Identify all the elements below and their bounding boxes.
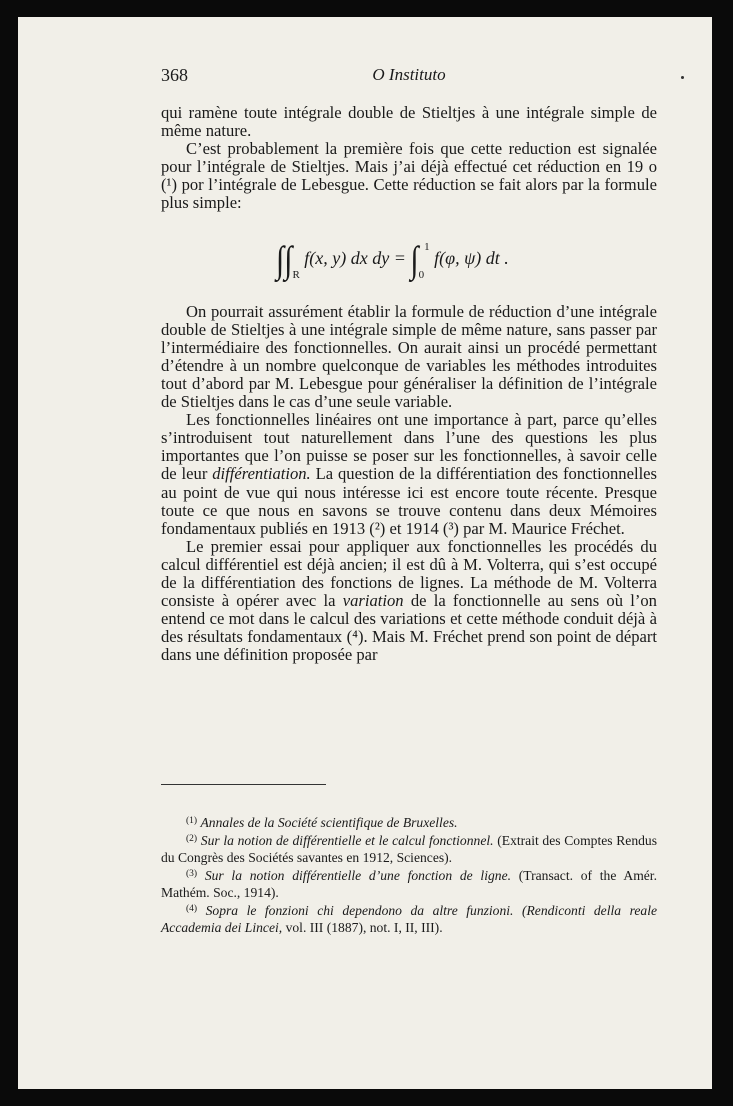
footnotes — [161, 813, 657, 936]
footnote-3-title: Sur la notion différentielle d’une fonction de ligne. — [204, 868, 512, 883]
page-number: 368 — [161, 65, 188, 85]
paragraph-4-emphasis: différentiation. — [212, 464, 311, 484]
running-title: O Instituto — [372, 65, 446, 84]
integral-formula — [161, 234, 657, 281]
footnote-3 — [161, 866, 657, 901]
double-integral-sign-2: ∫ — [284, 239, 293, 281]
formula-equals: = — [393, 247, 406, 268]
footnote-2 — [161, 831, 657, 866]
paragraph-4 — [161, 411, 657, 538]
formula-lower-limit: 0 — [418, 268, 425, 281]
formula-rhs: f(φ, ψ) dt . — [434, 247, 509, 268]
footnote-2-mark: (2) — [186, 834, 198, 844]
footnote-1 — [161, 813, 657, 831]
integral-sign: ∫ — [410, 239, 419, 281]
paragraph-5 — [161, 538, 657, 665]
paragraph-2: C’est probablement la première fois que cette reduction est signalée pour l’intégrale de Stieltjes. Mais j’ai déjà effectué cet réduction en 19 o (¹) por l’intégrale de Lebesgue. Cette réduction se fait alors par la formule plus simple: — [161, 139, 657, 213]
footnote-3-mark: (3) — [186, 869, 198, 879]
paragraph-1: qui ramène toute intégrale double de Stieltjes à une intégrale simple de même nature. — [161, 103, 657, 141]
page-header — [161, 65, 657, 89]
formula-region-sub: R — [292, 268, 300, 281]
footnote-1-title: Annales de la Société scientifique de Bruxelles. — [200, 815, 458, 830]
scanned-page — [18, 17, 712, 1089]
double-integral-sign-1: ∫ — [276, 239, 285, 281]
formula-lhs: f(x, y) dx dy — [304, 247, 390, 268]
paragraph-4-part-b: La question de la différentiation des fonctionnelles au point de vue qui nous intéresse ici est encore toute récente. Presque toute ce que nous en savons se trouve contenu dans deux Mémoires fondamentaux publiés en 1913 (²) et 1914 (³) par M. Maurice Fréchet. — [161, 464, 658, 538]
footnote-2-title: Sur la notion de différentielle et le calcul fonctionnel. — [200, 833, 494, 848]
footnote-3-rest: (Transact. of the Amér. Mathém. Soc., 1914). — [161, 868, 657, 900]
scan-speck — [681, 76, 684, 79]
paragraph-3: On pourrait assurément établir la formule de réduction d’une intégrale double de Stieltjes à une intégrale simple de même nature, sans passer par l’intermédiaire des fonctionnelles. On aurait ainsi un procédé permettant d’étendre à un nombre quelconque de variables les méthodes introduites tout d’abord par M. Lebesgue pour généraliser la définition de l’intégrale de Stieltjes dans le cas d’une seule variable. — [161, 301, 657, 412]
footnote-4-title: Sopra le fonzioni chi dependono da altre funzioni. (Rendiconti della reale Accademia dei Lincei, — [161, 903, 657, 935]
footnote-4-rest: vol. III (1887), not. I, II, III). — [285, 920, 443, 935]
body-text — [161, 104, 657, 664]
footnote-2-rest: (Extrait des Comptes Rendus du Congrès des Sociétés savantes en 1912, Sciences). — [161, 833, 658, 865]
footnote-1-mark: (1) — [186, 816, 198, 826]
footnote-4-mark: (4) — [186, 904, 198, 914]
formula-upper-limit: 1 — [424, 240, 430, 253]
footnote-rule — [161, 784, 326, 785]
paragraph-5-part-a: Le premier essai pour appliquer aux fonctionnelles les procédés du calcul différentiel est déjà ancien; il est dû à M. Volterra, qui s’est occupé de la différentiation des fonctions de lignes. La méthode de M. Volterra consiste à opérer avec la — [161, 536, 657, 611]
paragraph-4-part-a: Les fonctionnelles linéaires ont une importance à part, parce qu’elles s’introduisent tout naturellement dans l’une des questions les plus importantes que l’on puisse se poser sur les fonctionnelles, à savoir celle de leur — [161, 410, 657, 484]
paragraph-5-part-b: de la fonctionnelle au sens où l’on entend ce mot dans le calcul des variations et cette méthode conduit déjà à des résultats fondamentaux (⁴). Mais M. Fréchet prend son point de départ dans une définition proposée par — [161, 591, 657, 665]
footnote-4 — [161, 901, 657, 936]
paragraph-5-emphasis: variation — [342, 591, 404, 611]
